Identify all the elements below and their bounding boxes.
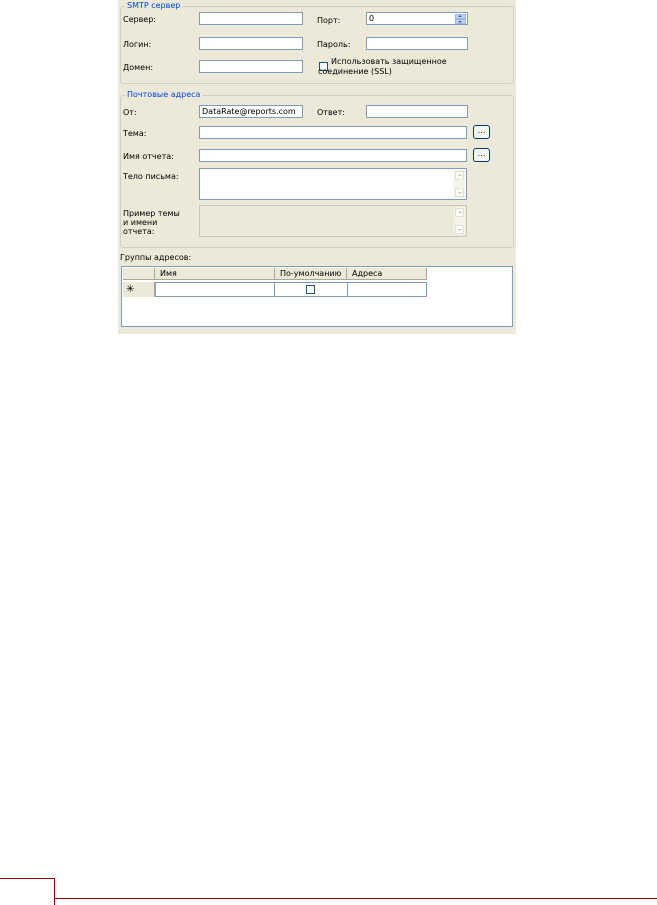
password-input[interactable] xyxy=(366,37,468,50)
scroll-down-icon xyxy=(455,225,464,234)
subject-label: Тема: xyxy=(123,129,147,138)
column-header-name[interactable]: Имя xyxy=(155,268,275,280)
body-textarea[interactable] xyxy=(199,168,467,200)
domain-label: Домен: xyxy=(123,63,154,72)
report-name-label: Имя отчета: xyxy=(123,152,174,161)
new-row-marker-icon: ✳ xyxy=(123,282,155,297)
address-groups-grid[interactable] xyxy=(121,266,513,327)
example-label-line1: Пример темы xyxy=(123,209,180,218)
column-header-default[interactable]: По-умолчанию xyxy=(275,268,347,280)
report-name-browse-button[interactable]: ... xyxy=(473,148,490,162)
new-row-name-cell[interactable] xyxy=(155,282,275,297)
login-label: Логин: xyxy=(123,40,152,49)
example-preview-textarea xyxy=(199,205,467,237)
scroll-up-icon xyxy=(455,208,464,217)
report-name-input[interactable] xyxy=(199,149,467,162)
reply-label: Ответ: xyxy=(317,108,345,117)
body-label: Тело письма: xyxy=(123,172,179,181)
from-label: От: xyxy=(123,108,137,117)
server-input[interactable] xyxy=(199,12,303,25)
new-row-default-cell[interactable] xyxy=(274,282,348,297)
ssl-label-line2: соединение (SSL) xyxy=(318,67,392,76)
example-label-line3: отчета: xyxy=(123,227,155,236)
port-label: Порт: xyxy=(317,16,341,25)
page-number-box xyxy=(0,878,55,905)
example-label-line2: и имени xyxy=(123,218,158,227)
row-indicator-header xyxy=(123,268,155,280)
default-checkbox[interactable] xyxy=(306,285,315,294)
column-header-addresses[interactable]: Адреса xyxy=(347,268,427,280)
subject-input[interactable] xyxy=(199,126,467,139)
settings-panel xyxy=(118,0,516,334)
mail-group-title: Почтовые адреса xyxy=(127,90,201,99)
spin-down-icon[interactable] xyxy=(455,19,466,24)
port-spin-buttons[interactable] xyxy=(455,14,466,24)
example-scrollbar xyxy=(454,207,465,235)
domain-input[interactable] xyxy=(199,60,303,73)
login-input[interactable] xyxy=(199,37,303,50)
port-value: 0 xyxy=(369,14,375,23)
address-groups-label: Группы адресов: xyxy=(120,253,192,262)
reply-input[interactable] xyxy=(366,105,468,118)
scroll-down-icon[interactable] xyxy=(455,188,464,197)
footer-rule xyxy=(55,898,657,899)
subject-browse-button[interactable]: ... xyxy=(473,125,490,139)
body-scrollbar[interactable] xyxy=(454,170,465,198)
ssl-label-line1: Использовать защищенное xyxy=(331,57,447,66)
password-label: Пароль: xyxy=(317,40,351,49)
smtp-group-title: SMTP сервер xyxy=(127,1,181,10)
scroll-up-icon[interactable] xyxy=(455,171,464,180)
new-row-addresses-cell[interactable] xyxy=(347,282,427,297)
server-label: Сервер: xyxy=(123,15,156,24)
port-spinner[interactable] xyxy=(366,12,468,25)
from-input[interactable]: DataRate@reports.com xyxy=(199,105,303,118)
